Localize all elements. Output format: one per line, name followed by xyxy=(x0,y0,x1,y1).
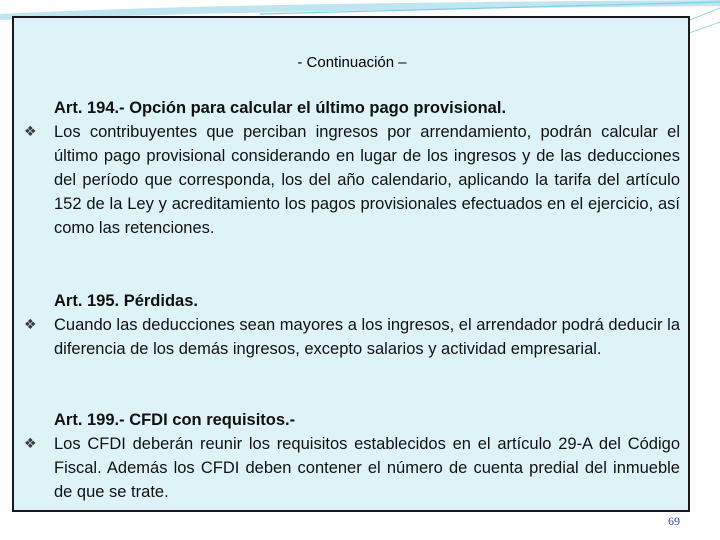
slide-subtitle: - Continuación – xyxy=(297,54,407,71)
article-body xyxy=(24,432,680,504)
article-195 xyxy=(24,289,680,361)
article-text: Cuando las deducciones sean mayores a los ingresos, el arrendador podrá deducir la diferencia de los demás ingresos, excepto salarios y actividad empresarial. xyxy=(54,316,680,358)
article-body xyxy=(24,313,680,361)
article-text: Los CFDI deberán reunir los requisitos establecidos en el artículo 29-A del Código Fiscal. Además los CFDI deben contener el número de cuenta predial del inmueble de que se trate. xyxy=(54,435,680,501)
diamond-bullet-icon: ❖ xyxy=(24,124,37,140)
article-body xyxy=(24,120,680,240)
article-title: Art. 195. Pérdidas. xyxy=(54,292,198,310)
page-number: 69 xyxy=(668,514,680,528)
article-text: Los contribuyentes que perciban ingresos por arrendamiento, podrán calcular el último pago provisional considerando en lugar de los ingresos y de las deducciones del período que corresponda, los del año calendario, aplicando la tarifa del artículo 152 de la Ley y acreditamiento los pagos provisionales efectuados en el ejercicio, así como las retenciones. xyxy=(54,123,680,237)
slide-content-box xyxy=(12,16,690,512)
article-199 xyxy=(24,408,680,504)
article-title: Art. 194.- Opción para calcular el último pago provisional. xyxy=(54,99,507,117)
diamond-bullet-icon: ❖ xyxy=(24,317,37,333)
diamond-bullet-icon: ❖ xyxy=(24,436,37,452)
article-194 xyxy=(24,96,680,240)
article-title: Art. 199.- CFDI con requisitos.- xyxy=(54,411,296,429)
